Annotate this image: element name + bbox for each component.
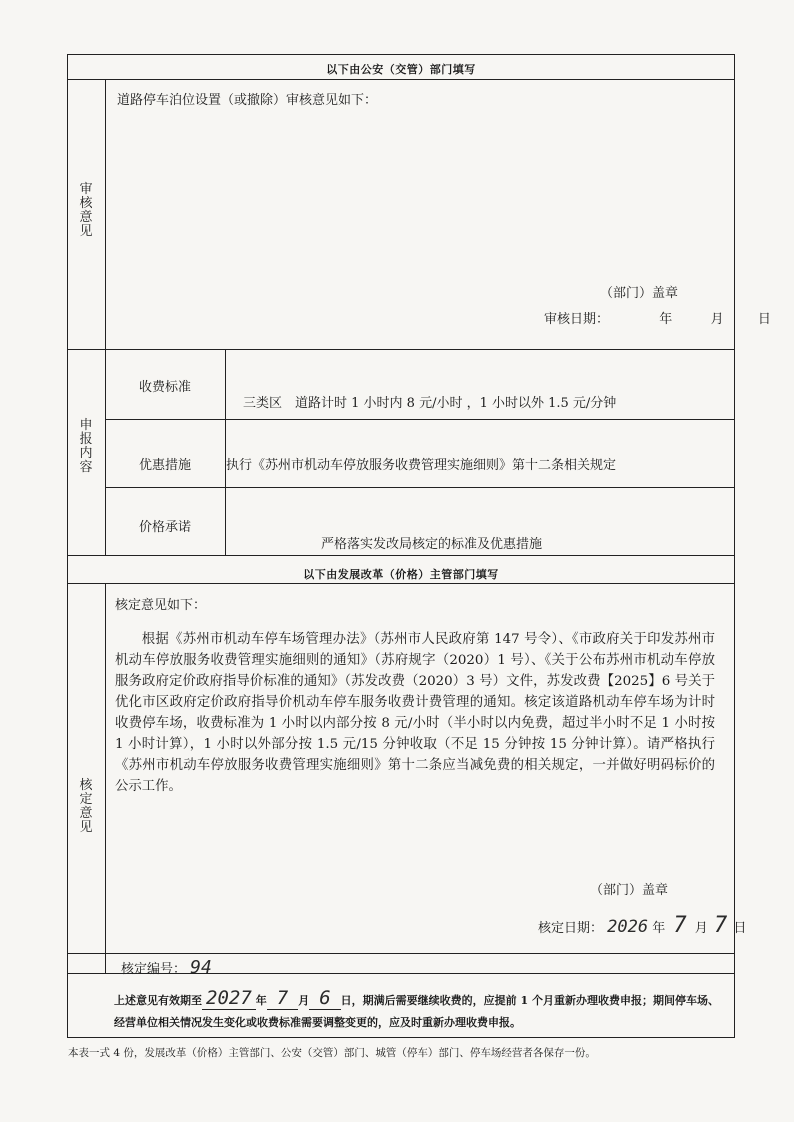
- pricing-band-title: 以下由发展改革（价格）主管部门填写: [303, 568, 499, 581]
- divider: [105, 487, 734, 488]
- discount-label: 优惠措施: [138, 458, 191, 473]
- police-band-title: 以下由公安（交管）部门填写: [326, 63, 476, 76]
- validity-statement: [114, 987, 724, 1034]
- footnote: 本表一式 4 份，发展改革（价格）主管部门、公安（交管）部门、城管（停车）部门、停车场经营者各保存一份。: [68, 1047, 596, 1059]
- approval-no-handwritten: 94: [190, 957, 212, 978]
- police-seal-label: （部门）盖章: [600, 286, 679, 301]
- pricing-opinion-heading: 核定意见如下：: [115, 598, 207, 613]
- approval-month-unit: 月: [694, 921, 708, 936]
- divider: [68, 973, 734, 974]
- approval-opinion-side-label: 核定意见: [79, 778, 93, 835]
- validity-day-handwritten: 6: [309, 987, 340, 1010]
- pricing-seal-label: （部门）盖章: [590, 883, 669, 898]
- approval-no-label: 核定编号：: [121, 962, 187, 977]
- approval-date-row: [538, 913, 746, 938]
- approval-date-label: 核定日期：: [538, 921, 604, 936]
- review-opinion-side-label: 审核意见: [79, 182, 93, 239]
- divider: [225, 349, 226, 555]
- divider: [68, 555, 734, 556]
- approval-year-handwritten: 2026: [607, 917, 649, 937]
- approval-month-handwritten: 7: [673, 913, 687, 938]
- validity-month-handwritten: 7: [267, 987, 298, 1010]
- price-commitment-label: 价格承诺: [138, 520, 191, 535]
- price-commitment-value: 严格落实发改局核定的标准及优惠措施: [321, 537, 543, 552]
- divider: [105, 79, 106, 349]
- divider: [105, 953, 106, 973]
- fee-standard-value: 三类区 道路计时 1 小时内 8 元/小时 ，1 小时以外 1.5 元/分钟: [243, 396, 617, 411]
- divider: [68, 79, 734, 80]
- form-table: [67, 54, 771, 1038]
- divider: [105, 419, 734, 420]
- approval-day-handwritten: 7: [713, 913, 728, 938]
- divider: [105, 583, 106, 953]
- validity-prefix: 上述意见有效期至: [114, 994, 202, 1007]
- review-day-unit: 日: [757, 312, 771, 327]
- discount-value: 执行《苏州市机动车停放服务收费管理实施细则》第十二条相关规定: [226, 458, 617, 473]
- approval-day-unit: 日: [733, 921, 747, 936]
- fee-standard-label: 收费标准: [138, 380, 191, 395]
- divider: [68, 349, 734, 350]
- application-side-label: 申报内容: [79, 418, 93, 475]
- validity-year-unit: 年: [255, 994, 267, 1007]
- divider: [68, 953, 734, 954]
- divider: [68, 583, 734, 584]
- pricing-opinion-body: 根据《苏州市机动车停车场管理办法》（苏州市人民政府第 147 号令）、《市政府关于印发苏州市机动车停放服务收费管理实施细则的通知》（苏府规字（2020）1 号）、《关于公布苏州市机动车停放服务政府定价政府指导价标准的通知》（苏发改费（2020）3 号）文件，苏发改费【2025】6 号关于优化市区政府定价政府指导价机动车停车服务收费计费管理的通知。核定该道路机动车停车场为计时收费停车场，收费标准为 1 小时以内部分按 8 元/小时（半小时以内免费，超过半小时不足 1 小时按 1 小时计算），1 小时以外部分按 1.5 元/15 分钟收取（不足 15 分钟按 15 分钟计算）。请严格执行《苏州市机动车停放服务收费管理实施细则》第十二条应当减免费的相关规定，一并做好明码标价的公示工作。: [115, 632, 715, 794]
- approval-no-row: [121, 957, 212, 978]
- validity-suffix: ，期满后需要继续收费的，应提前 1 个月重新办理收费申报；期间停车场、经营单位相关情况发生变化或收费标准需要调整变更的，应及时重新办理收费申报。: [114, 994, 719, 1029]
- police-opinion-heading: 道路停车泊位设置（或撤除）审核意见如下：: [117, 93, 378, 108]
- validity-year-handwritten: 2027: [202, 987, 256, 1010]
- review-date-label: 审核日期：: [544, 312, 610, 327]
- approval-year-unit: 年: [652, 921, 666, 936]
- validity-day-unit: 日: [340, 994, 352, 1007]
- validity-month-unit: 月: [298, 994, 310, 1007]
- review-month-unit: 月: [710, 312, 724, 327]
- review-date-row: [544, 308, 771, 327]
- review-year-unit: 年: [659, 312, 673, 327]
